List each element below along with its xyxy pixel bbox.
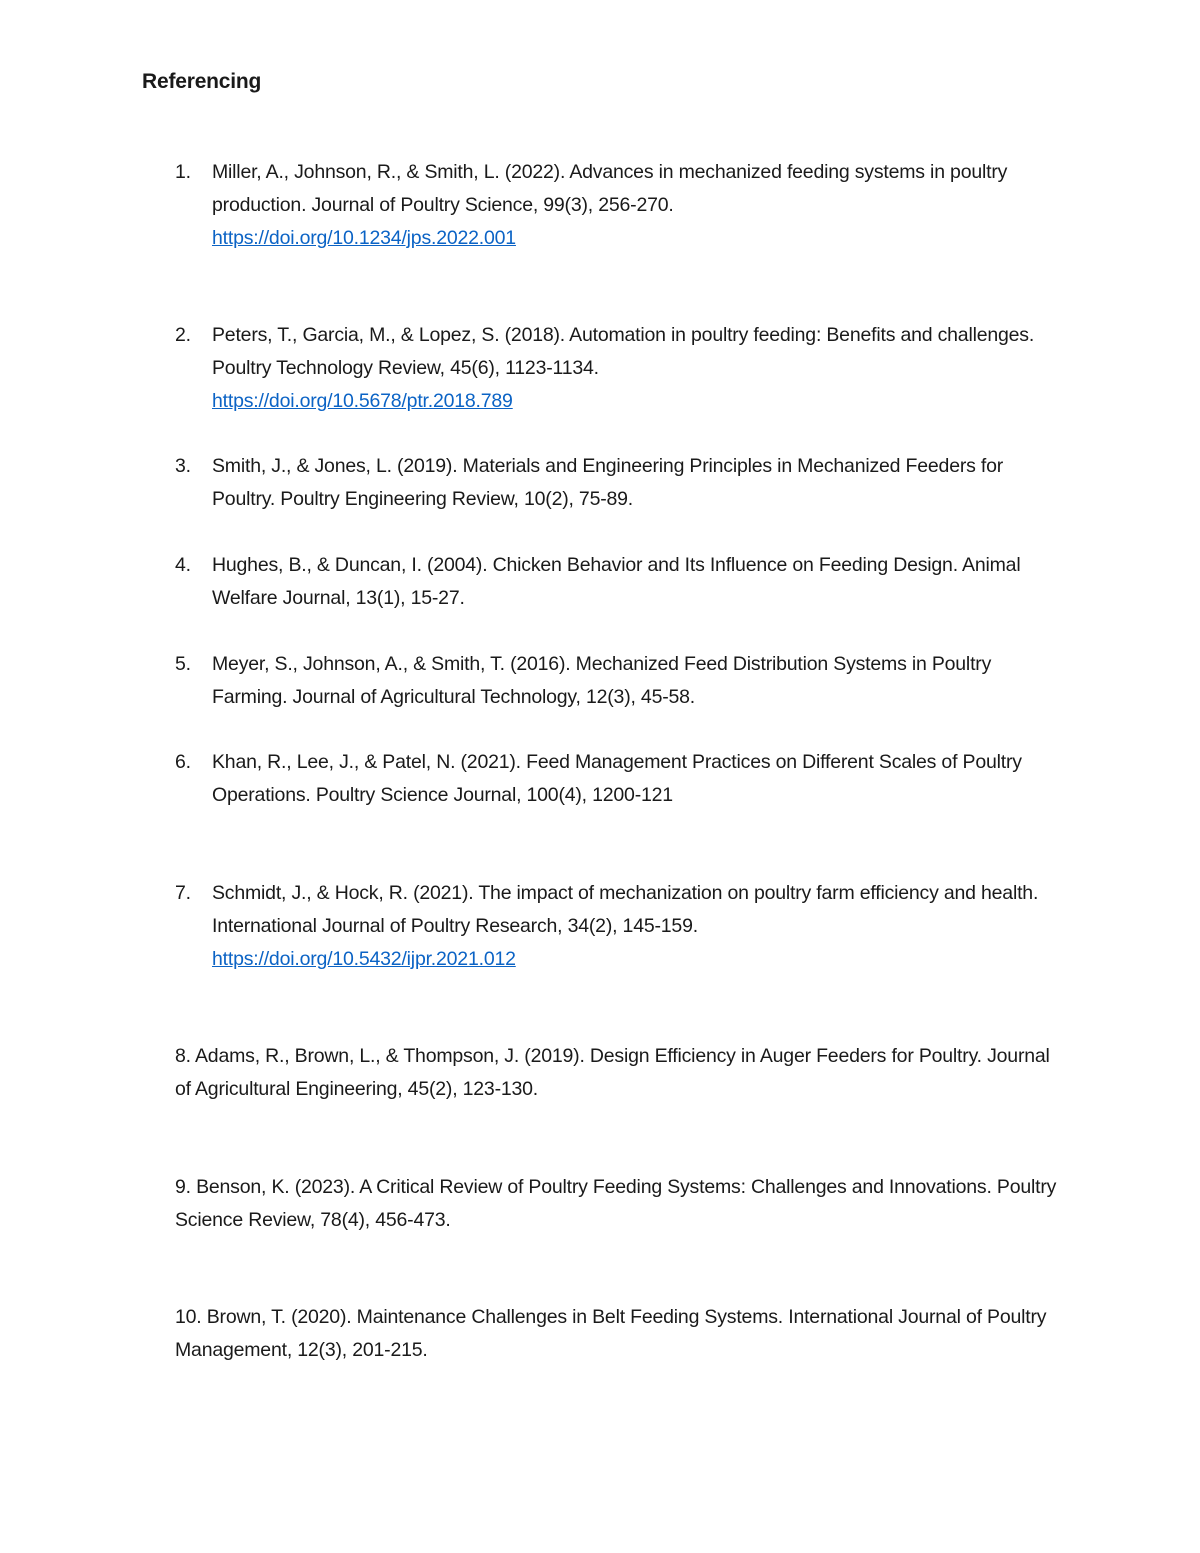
reference-item-7 — [175, 877, 1055, 976]
reference-text: Miller, A., Johnson, R., & Smith, L. (2022). Advances in mechanized feeding systems in poultry production. Journal of Poultry Science, 99(3), 256-270. — [212, 161, 1008, 216]
reference-number: 6. — [175, 751, 191, 773]
reference-item-2 — [175, 319, 1055, 418]
reference-item-3 — [175, 450, 1055, 516]
doi-link[interactable]: https://doi.org/10.5432/ijpr.2021.012 — [212, 948, 516, 970]
reference-item-8: 8. Adams, R., Brown, L., & Thompson, J. (2019). Design Efficiency in Auger Feeders for Poultry. Journal of Agricultural Engineering, 45(2), 123-130. — [175, 1045, 1050, 1100]
reference-item-1 — [175, 156, 1055, 255]
reference-text: Schmidt, J., & Hock, R. (2021). The impact of mechanization on poultry farm efficiency and health. International Journal of Poultry Research, 34(2), 145-159. — [212, 882, 1039, 937]
reference-item-4 — [175, 549, 1055, 615]
reference-number: 4. — [175, 554, 191, 576]
reference-number: 1. — [175, 161, 191, 183]
reference-text: Hughes, B., & Duncan, I. (2004). Chicken Behavior and Its Influence on Feeding Design. Animal Welfare Journal, 13(1), 15-27. — [212, 554, 1021, 609]
reference-text: Meyer, S., Johnson, A., & Smith, T. (2016). Mechanized Feed Distribution Systems in Poultry Farming. Journal of Agricultural Technology, 12(3), 45-58. — [212, 653, 992, 708]
reference-item-5 — [175, 648, 1055, 714]
reference-number: 3. — [175, 455, 191, 477]
reference-item-9: 9. Benson, K. (2023). A Critical Review of Poultry Feeding Systems: Challenges and Innovations. Poultry Science Review, 78(4), 456-473. — [175, 1176, 1057, 1231]
reference-text: Smith, J., & Jones, L. (2019). Materials and Engineering Principles in Mechanized Feeders for Poultry. Poultry Engineering Review, 10(2), 75-89. — [212, 455, 1004, 510]
reference-number: 7. — [175, 882, 191, 904]
reference-text: Peters, T., Garcia, M., & Lopez, S. (2018). Automation in poultry feeding: Benefits and challenges. Poultry Technology Review, 45(6), 1123-1134. — [212, 324, 1035, 379]
doi-link[interactable]: https://doi.org/10.1234/jps.2022.001 — [212, 227, 516, 249]
reference-item-6 — [175, 746, 1055, 812]
reference-number: 5. — [175, 653, 191, 675]
doi-link[interactable]: https://doi.org/10.5678/ptr.2018.789 — [212, 390, 513, 412]
page-title: Referencing — [142, 70, 262, 93]
reference-item-10: 10. Brown, T. (2020). Maintenance Challenges in Belt Feeding Systems. International Journal of Poultry Management, 12(3), 201-215. — [175, 1306, 1047, 1361]
reference-number: 2. — [175, 324, 191, 346]
reference-text: Khan, R., Lee, J., & Patel, N. (2021). Feed Management Practices on Different Scales of Poultry Operations. Poultry Science Journal, 100(4), 1200-121 — [212, 751, 1022, 806]
